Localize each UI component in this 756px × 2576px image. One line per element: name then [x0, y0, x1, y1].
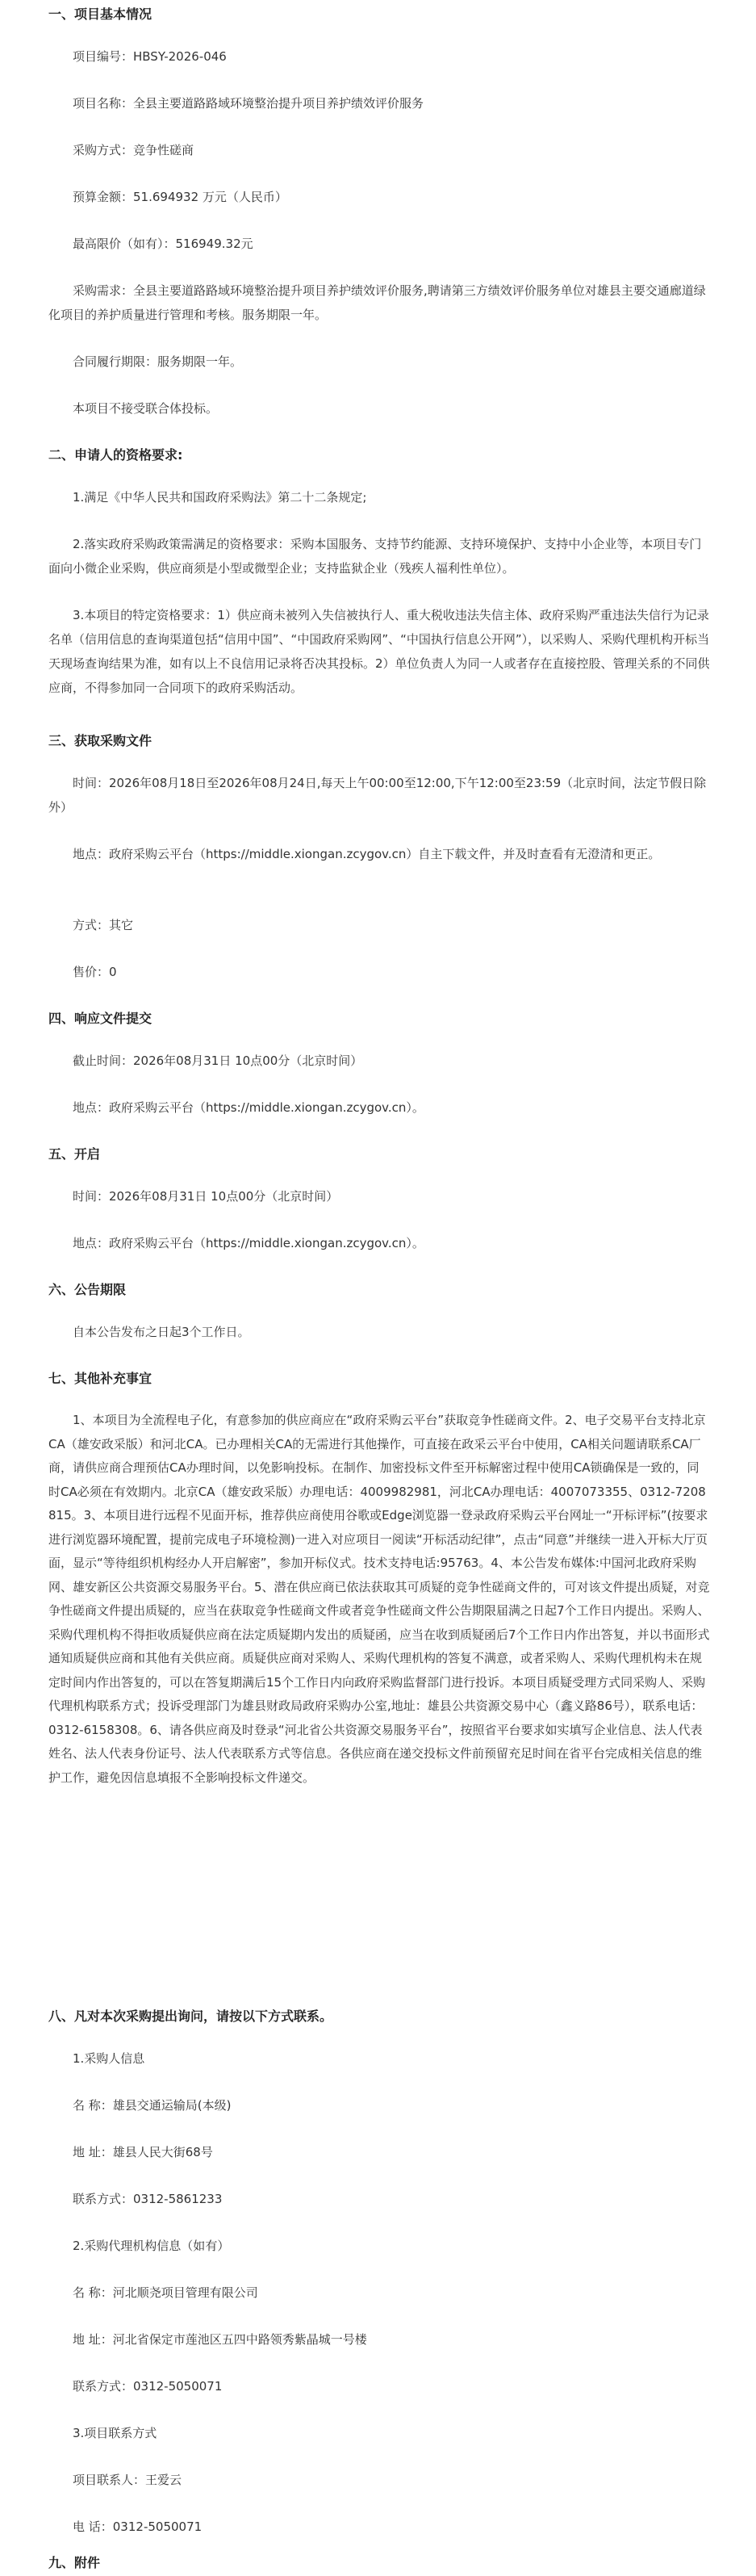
notice-period-text: 自本公告发布之日起3个工作日。	[73, 1325, 250, 1339]
section-title-basic-info: 一、项目基本情况	[48, 6, 152, 22]
contract-term: 合同履行期限：服务期限一年。	[73, 354, 243, 369]
project-name: 项目名称：全县主要道路路域环境整治提升项目养护绩效评价服务	[73, 96, 424, 111]
max-price: 最高限价（如有）：516949.32元	[73, 237, 253, 251]
document-price: 售价：0	[73, 965, 117, 979]
qualification-item-1: 1.满足《中华人民共和国政府采购法》第二十二条规定;	[73, 490, 367, 505]
project-contact-phone: 电 话：0312-5050071	[73, 2519, 203, 2534]
buyer-name: 名 称：雄县交通运输局(本级)	[73, 2098, 232, 2113]
buyer-info-heading: 1.采购人信息	[73, 2051, 145, 2066]
section-title-attachments: 九、附件	[48, 2555, 101, 2570]
opening-place: 地点：政府采购云平台（https://middle.xiongan.zcygov.cn）。	[73, 1236, 424, 1250]
qualification-item-2: 2.落实政府采购政策需满足的资格要求：采购本国服务、支持节约能源、支持环境保护、支持中小企业等，本项目专门面向小微企业采购，供应商须是小型或微型企业；支持监狱企业（残疾人福利性单位）。	[48, 537, 702, 576]
section-title-qualifications: 二、申请人的资格要求:	[48, 447, 183, 463]
obtain-method: 方式：其它	[73, 918, 134, 932]
obtain-time: 时间：2026年08月18日至2026年08月24日,每天上午00:00至12:00,下午12:00至23:59（北京时间，法定节假日除外）	[48, 776, 707, 815]
section-title-contact: 八、凡对本次采购提出询问，请按以下方式联系。	[48, 2008, 333, 2024]
procurement-method: 采购方式：竞争性磋商	[73, 143, 194, 157]
opening-time: 时间：2026年08月31日 10点00分（北京时间）	[73, 1189, 339, 1204]
section-title-obtain-documents: 三、获取采购文件	[48, 733, 152, 748]
section-title-supplementary: 七、其他补充事宜	[48, 1371, 152, 1386]
agency-address: 地 址：河北省保定市莲池区五四中路领秀紫晶城一号楼	[73, 2332, 367, 2347]
section-title-opening: 五、开启	[48, 1146, 101, 1162]
budget-amount: 预算金额：51.694932 万元（人民币）	[73, 190, 287, 204]
project-contact-person: 项目联系人：王爱云	[73, 2473, 182, 2487]
buyer-phone: 联系方式：0312-5861233	[73, 2192, 223, 2206]
submission-place: 地点：政府采购云平台（https://middle.xiongan.zcygov.cn）。	[73, 1100, 424, 1115]
no-consortium-note: 本项目不接受联合体投标。	[73, 401, 219, 416]
procurement-demand: 采购需求：全县主要道路路域环境整治提升项目养护绩效评价服务,聘请第三方绩效评价服务单位对雄县主要交通廊道绿化项目的养护质量进行管理和考核。服务期限一年。	[48, 283, 706, 322]
obtain-place: 地点：政府采购云平台（https://middle.xiongan.zcygov.cn）自主下载文件，并及时查看有无澄清和更正。	[73, 847, 661, 861]
project-contact-heading: 3.项目联系方式	[73, 2426, 157, 2440]
agency-phone: 联系方式：0312-5050071	[73, 2379, 223, 2394]
section-title-submission: 四、响应文件提交	[48, 1011, 152, 1026]
section-title-notice-period: 六、公告期限	[48, 1282, 127, 1297]
agency-info-heading: 2.采购代理机构信息（如有）	[73, 2239, 230, 2253]
submission-deadline: 截止时间：2026年08月31日 10点00分（北京时间）	[73, 1053, 363, 1068]
qualification-item-3: 3.本项目的特定资格要求：1）供应商未被列入失信被执行人、重大税收违法失信主体、政府采购严重违法失信行为记录名单（信用信息的查询渠道包括“信用中国”、“中国政府采购网”、“中国执行信息公开网”），以采购人、采购代理机构开标当天现场查询结果为准，如有以上不良信用记录将否决其投标。2）单位负责人为同一人或者存在直接控股、管理关系的不同供应商，不得参加同一合同项下的政府采购活动。	[48, 608, 710, 695]
buyer-address: 地 址：雄县人民大街68号	[73, 2145, 213, 2159]
agency-name: 名 称：河北顺尧项目管理有限公司	[73, 2285, 258, 2300]
project-number: 项目编号：HBSY-2026-046	[73, 49, 227, 64]
supplementary-text: 1、本项目为全流程电子化，有意参加的供应商应在“政府采购云平台”获取竞争性磋商文件。2、电子交易平台支持北京CA（雄安政采版）和河北CA。已办理相关CA的无需进行其他操作，可直接在政采云平台中使用，CA相关问题请联系CA厂商，请供应商合理预估CA办理时间，以免影响投标。在制作、加密投标文件至开标解密过程中使用CA锁确保是一致的，同时CA必须在有效期内。北京CA（雄安政采版）办理电话：4009982981，河北CA办理电话：4007073355、0312-7208815。3、本项目进行远程不见面开标，推荐供应商使用谷歌或Edge浏览器一登录政府采购云平台网址一“开标评标”(按要求进行浏览器环境配置，提前完成电子环境检测)一进入对应项目一阅读“开标活动纪律”，点击“同意”并继续一进入开标大厅页面，显示“等待组织机构经办人开启解密”，参加开标仪式。技术支持电话:95763。4、本公告发布媒体:中国河北政府采购网、雄安新区公共资源交易服务平台。5、潜在供应商已依法获取其可质疑的竞争性磋商文件的，可对该文件提出质疑，对竞争性磋商文件提出质疑的，应当在获取竞争性磋商文件或者竞争性磋商文件公告期限届满之日起7个工作日内提出。采购人、采购代理机构不得拒收质疑供应商在法定质疑期内发出的质疑函，应当在收到质疑函后7个工作日内作出答复，并以书面形式通知质疑供应商和其他有关供应商。质疑供应商对采购人、采购代理机构的答复不满意，或者采购人、采购代理机构未在规定时间内作出答复的，可以在答复期满后15个工作日内向政府采购监督部门进行投诉。本项目质疑受理方式同采购人、采购代理机构联系方式；投诉受理部门为雄县财政局政府采购办公室,地址：雄县公共资源交易中心（鑫义路86号），联系电话：0312-6158308。6、请各供应商及时登录“河北省公共资源交易服务平台”，按照省平台要求如实填写企业信息、法人代表姓名、法人代表身份证号、法人代表联系方式等信息。各供应商在递交投标文件前预留充足时间在省平台完成相关信息的维护工作，避免因信息填报不全影响投标文件递交。	[48, 1413, 710, 1785]
